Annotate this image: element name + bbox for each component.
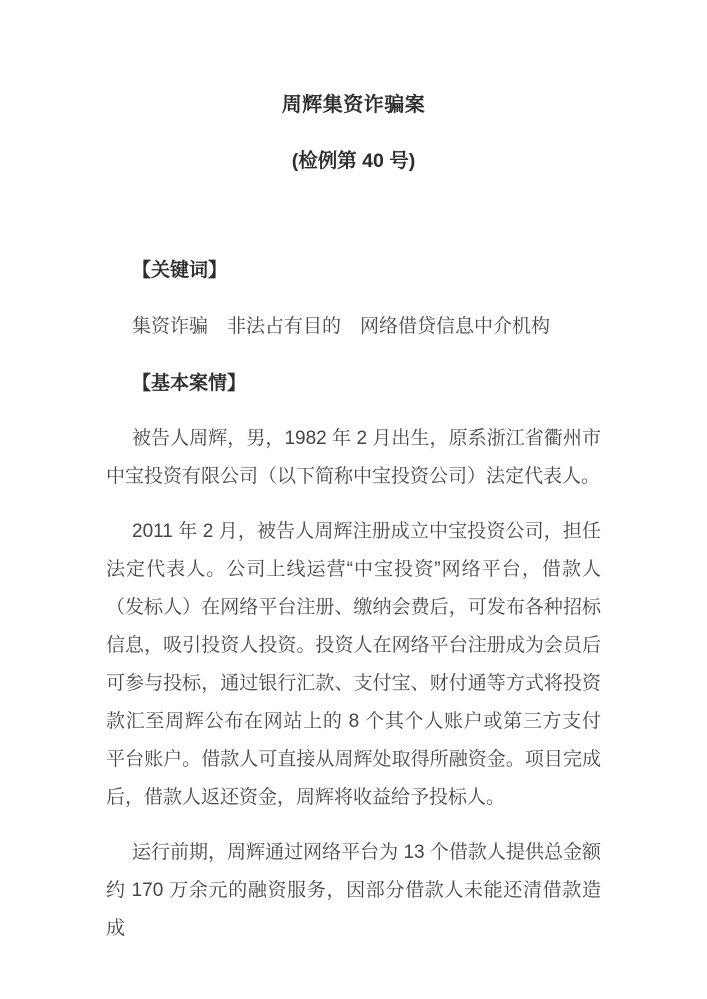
- keywords-section-heading: 【关键词】: [132, 260, 228, 281]
- facts-section-heading: 【基本案情】: [132, 373, 247, 394]
- facts-paragraph-2: 2011 年 2 月，被告人周辉注册成立中宝投资公司，担任法定代表人。公司上线运营“中宝投资”网络平台，借款人（发标人）在网络平台注册、缴纳会费后，可发布各种招标信息，吸引投资人投资。投资人在网络平台注册成为会员后可参与投标，通过银行汇款、支付宝、财付通等方式将投资款汇至周辉公布在网站上的 8 个其个人账户或第三方支付平台账户。借款人可直接从周辉处取得所融资金。项目完成后，借款人返还资金，周辉将收益给予投标人。: [106, 521, 601, 808]
- document-title: 周辉集资诈骗案: [281, 94, 426, 116]
- facts-paragraph-1: 被告人周辉，男，1982 年 2 月出生，原系浙江省衢州市中宝投资有限公司（以下简称中宝投资公司）法定代表人。: [106, 428, 601, 487]
- case-number: (检例第 40 号): [291, 150, 416, 172]
- facts-paragraph-3: 运行前期，周辉通过网络平台为 13 个借款人提供总金额约 170 万余元的融资服务，因部分借款人未能还清借款造成: [106, 842, 601, 939]
- keywords-text: 集资诈骗 非法占有目的 网络借贷信息中介机构: [132, 316, 551, 337]
